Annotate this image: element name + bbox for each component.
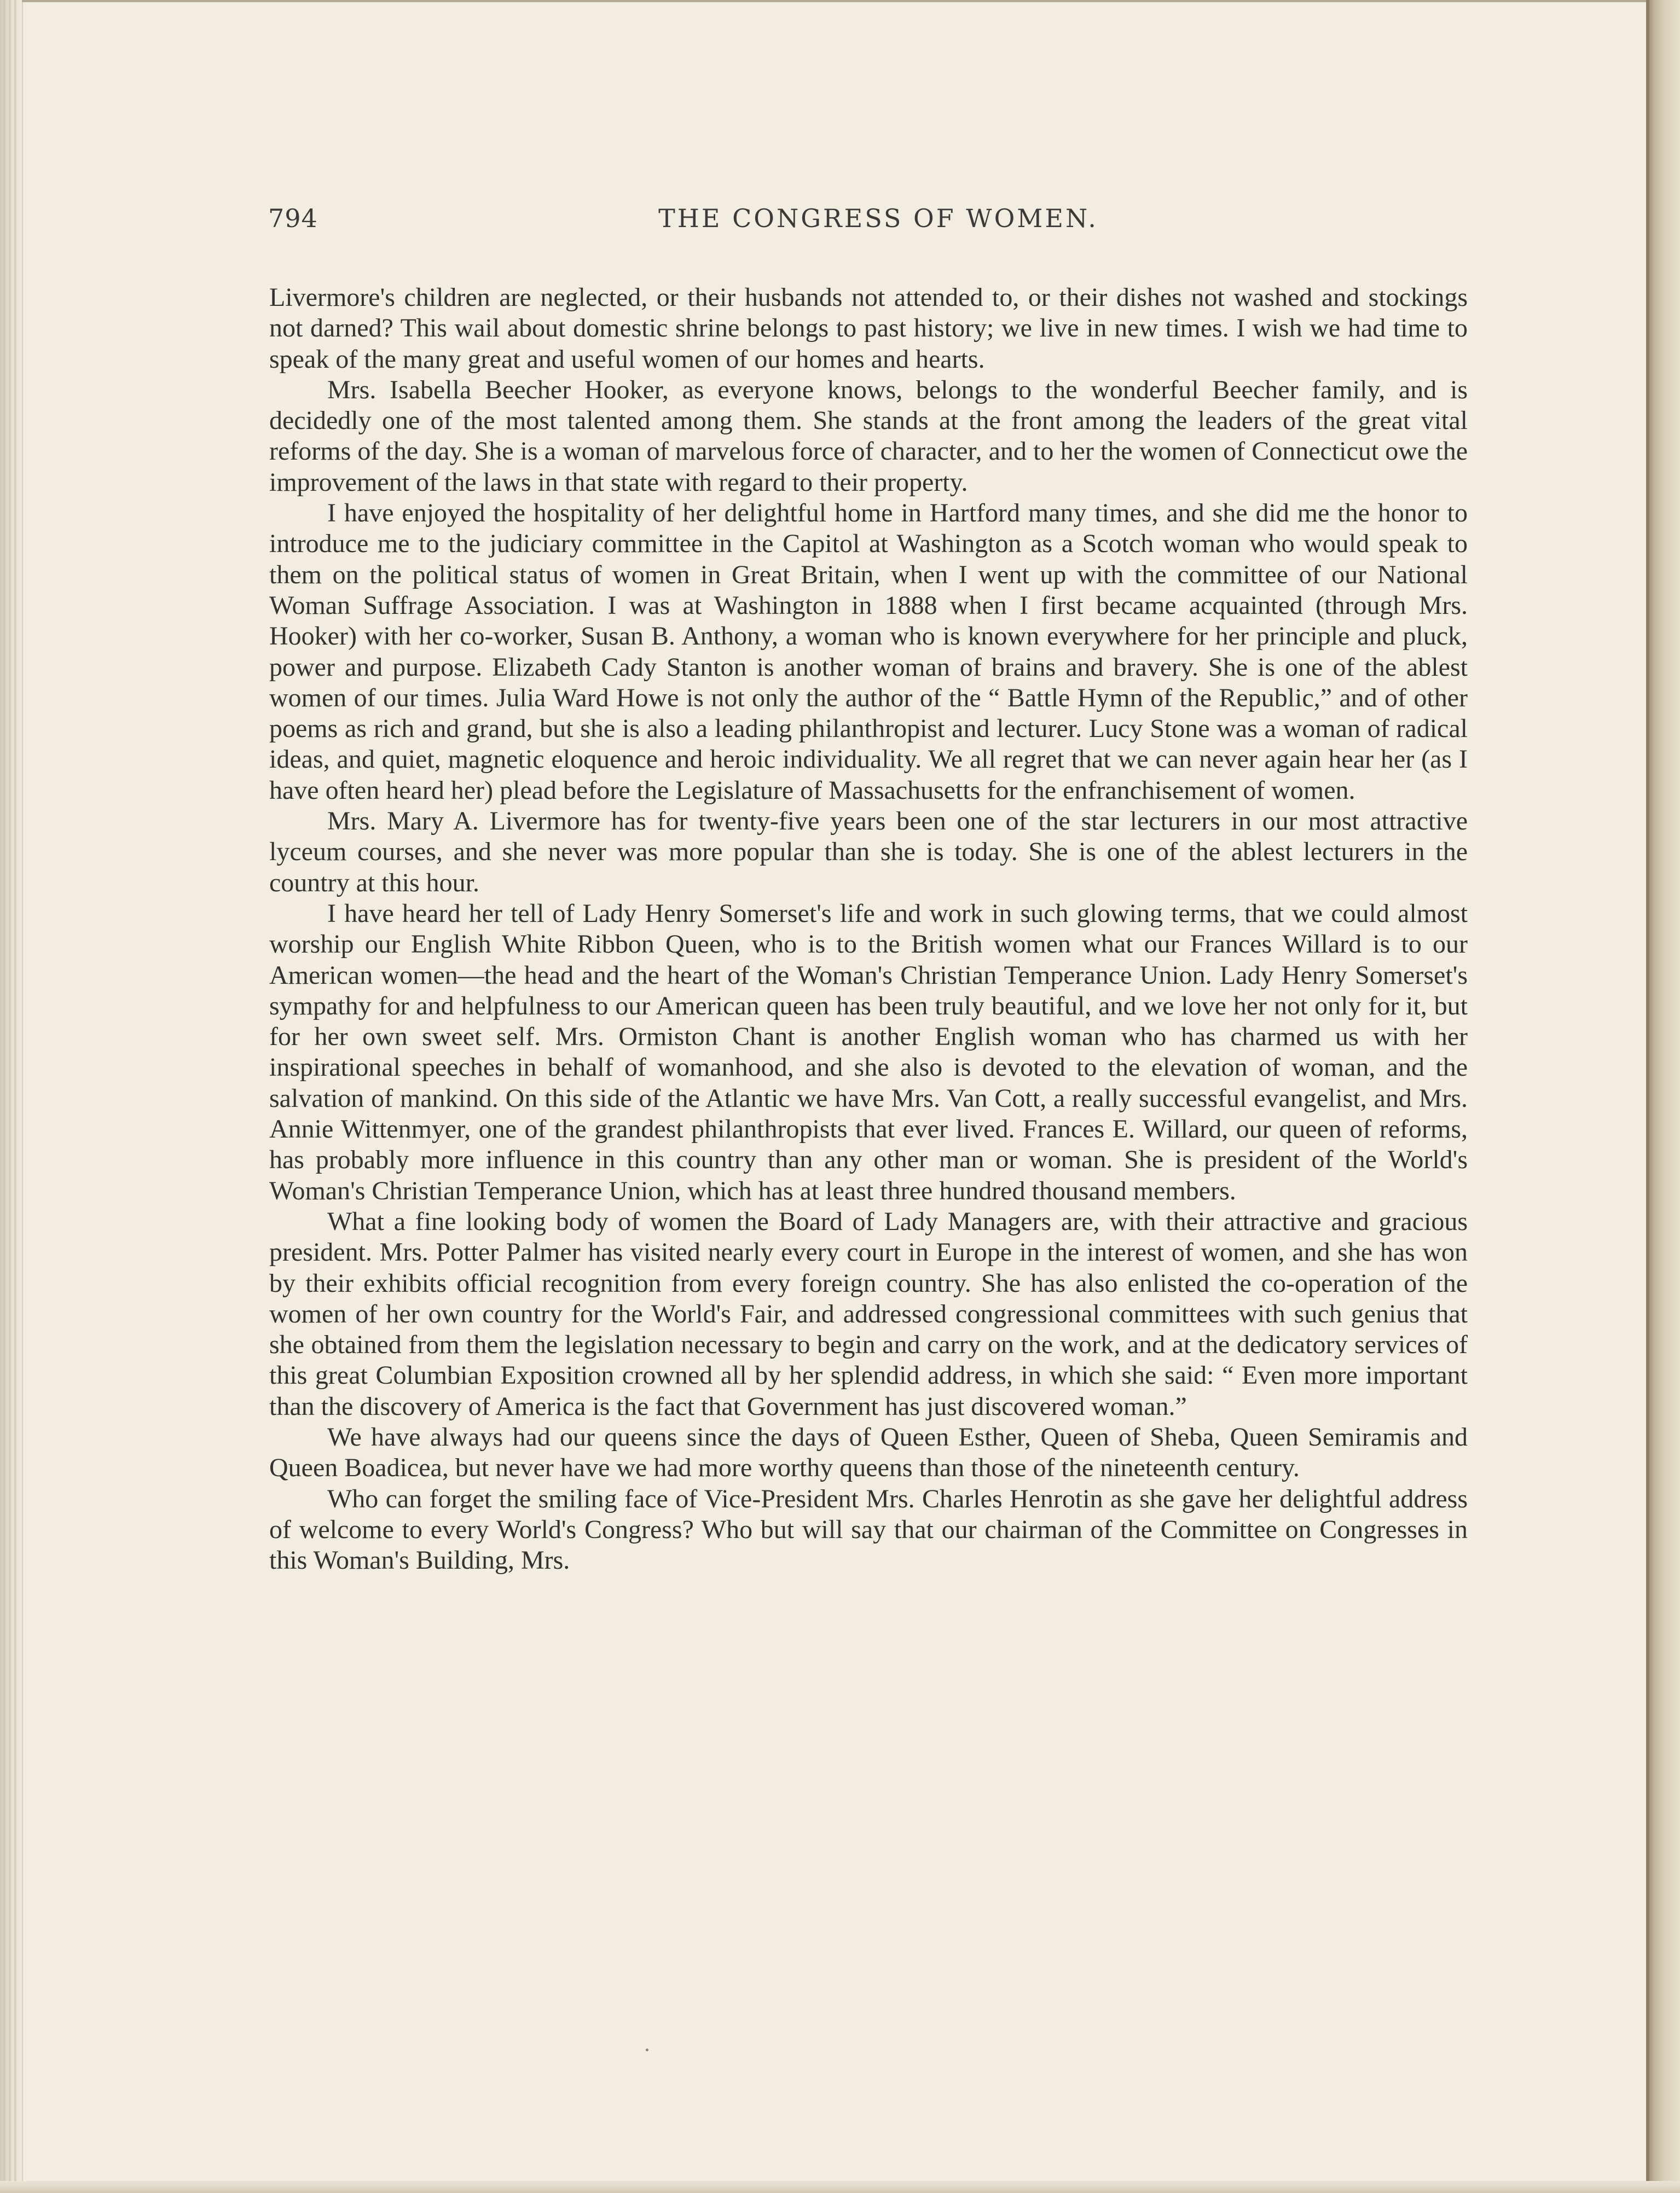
page-edge-bottom bbox=[0, 2181, 1680, 2193]
running-title: THE CONGRESS OF WOMEN. bbox=[658, 204, 1098, 233]
page-edge-right bbox=[1648, 0, 1680, 2193]
paragraph: What a fine looking body of women the Board of Lady Managers are, with their attractive and gracious president. Mrs. Potter Palmer has visited nearly every court in Europe in the interest of women, and she has won by their exhibits official recognition from every foreign country. She has also enlisted the co-operation of the women of her own country for the World's Fair, and addressed congressional committees with such genius that she obtained from them the legislation necessary to begin and carry on the work, and at the dedicatory services of this great Columbian Exposition crowned all by her splendid address, in which she said: “ Even more important than the discovery of America is the fact that Government has just discovered woman.” bbox=[269, 1206, 1468, 1421]
binding-edge bbox=[0, 0, 23, 2193]
body-text bbox=[269, 282, 1468, 1576]
page-number: 794 bbox=[268, 204, 318, 233]
paragraph: I have heard her tell of Lady Henry Somerset's life and work in such glowing terms, that we could almost worship our English White Ribbon Queen, who is to the British women what our Frances Willard is to our American women—the head and the heart of the Woman's Christian Temperance Union. Lady Henry Somerset's sympathy for and helpfulness to our American queen has been truly beautiful, and we love her not only for it, but for her own sweet self. Mrs. Ormiston Chant is another English woman who has charmed us with her inspirational speeches in behalf of womanhood, and she also is devoted to the elevation of woman, and the salvation of mankind. On this side of the Atlantic we have Mrs. Van Cott, a really successful evangelist, and Mrs. Annie Wittenmyer, one of the grandest philanthropists that ever lived. Frances E. Willard, our queen of reforms, has probably more influence in this country than any other man or woman. She is president of the World's Woman's Christian Temperance Union, which has at least three hundred thousand members. bbox=[269, 898, 1468, 1205]
paragraph: Livermore's children are neglected, or their husbands not attended to, or their dishes not washed and stockings not darned? This wail about domestic shrine belongs to past history; we live in new times. I wish we had time to speak of the many great and useful women of our homes and hearts. bbox=[269, 283, 1468, 374]
paragraph: Who can forget the smiling face of Vice-President Mrs. Charles Henrotin as she gave her delightful address of welcome to every World's Congress? Who but will say that our chairman of the Committee on Congresses in this Woman's Building, Mrs. bbox=[269, 1484, 1468, 1575]
paragraph: I have enjoyed the hospitality of her delightful home in Hartford many times, and she did me the honor to introduce me to the judiciary committee in the Capitol at Washington as a Scotch woman who would speak to them on the political status of women in Great Britain, when I went up with the committee of our National Woman Suffrage Association. I was at Washington in 1888 when I first became acquainted (through Mrs. Hooker) with her co-worker, Susan B. Anthony, a woman who is known everywhere for her principle and pluck, power and purpose. Elizabeth Cady Stanton is another woman of brains and bravery. She is one of the ablest women of our times. Julia Ward Howe is not only the author of the “ Battle Hymn of the Republic,” and of other poems as rich and grand, but she is also a leading philanthropist and lecturer. Lucy Stone was a woman of radical ideas, and quiet, magnetic eloquence and heroic individuality. We all regret that we can never again hear her (as I have often heard her) plead before the Legislature of Massachusetts for the enfranchisement of women. bbox=[269, 498, 1468, 805]
ink-dot bbox=[646, 2049, 648, 2051]
top-edge-line bbox=[22, 0, 1648, 2]
page-edge-right-line bbox=[1646, 0, 1649, 2193]
binding-stripe bbox=[3, 0, 5, 2193]
binding-stripe bbox=[9, 0, 11, 2193]
binding-stripe bbox=[14, 0, 16, 2193]
paragraph: We have always had our queens since the days of Queen Esther, Queen of Sheba, Queen Semiramis and Queen Boadicea, but never have we had more worthy queens than those of the nineteenth century. bbox=[269, 1422, 1468, 1483]
paragraph: Mrs. Isabella Beecher Hooker, as everyone knows, belongs to the wonderful Beecher family, and is decidedly one of the most talented among them. She stands at the front among the leaders of the great vital reforms of the day. She is a woman of marvelous force of character, and to her the women of Connecticut owe the improvement of the laws in that state with regard to their property. bbox=[269, 375, 1468, 497]
paragraph: Mrs. Mary A. Livermore has for twenty-five years been one of the star lecturers in our most attractive lyceum courses, and she never was more popular than she is today. She is one of the ablest lecturers in the country at this hour. bbox=[269, 807, 1468, 897]
running-head bbox=[268, 204, 1467, 247]
